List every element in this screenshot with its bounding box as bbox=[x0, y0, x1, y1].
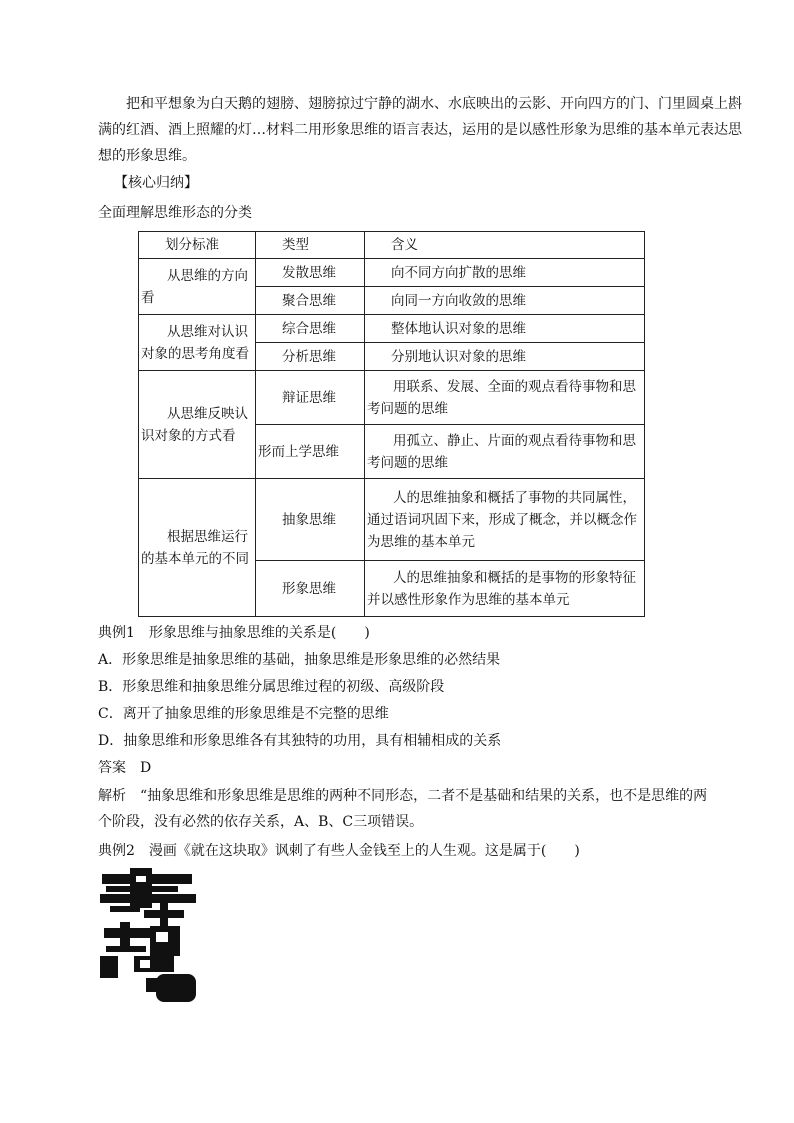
example2-question: 典例2 漫画《就在这块取》讽刺了有些人金钱至上的人生观。这是属于( ) bbox=[98, 843, 580, 859]
criterion-cell: 从思维对认识对象的思考角度看 bbox=[139, 315, 256, 371]
cartoon-image bbox=[100, 866, 200, 1006]
type-cell: 聚合思维 bbox=[256, 287, 365, 315]
criterion-cell: 从思维的方向看 bbox=[139, 259, 256, 315]
meaning-cell: 向同一方向收敛的思维 bbox=[365, 287, 645, 315]
header-criterion: 划分标准 bbox=[139, 232, 256, 259]
table-row bbox=[139, 371, 645, 425]
table-row bbox=[139, 315, 645, 343]
meaning-cell: 整体地认识对象的思维 bbox=[365, 315, 645, 343]
example1-option-a: A．形象思维是抽象思维的基础，抽象思维是形象思维的必然结果 bbox=[98, 652, 501, 668]
table-header-row bbox=[139, 232, 645, 259]
meaning-cell: 用联系、发展、全面的观点看待事物和思考问题的思维 bbox=[365, 371, 645, 425]
type-cell: 形而上学思维 bbox=[256, 425, 365, 479]
type-cell: 分析思维 bbox=[256, 343, 365, 371]
header-meaning: 含义 bbox=[365, 232, 645, 259]
type-cell: 形象思维 bbox=[256, 561, 365, 617]
header-type: 类型 bbox=[256, 232, 365, 259]
type-cell: 抽象思维 bbox=[256, 479, 365, 561]
example1-question: 典例1 形象思维与抽象思维的关系是( ) bbox=[98, 625, 370, 641]
intro-line-2: 满的红酒、酒上照耀的灯…材料二用形象思维的语言表达，运用的是以感性形象为思维的基本单元表达思 bbox=[98, 122, 742, 138]
criterion-cell: 从思维反映认识对象的方式看 bbox=[139, 371, 256, 479]
example1-option-b: B．形象思维和抽象思维分属思维过程的初级、高级阶段 bbox=[98, 679, 445, 695]
core-summary-title: 【核心归纳】 bbox=[114, 175, 198, 191]
criterion-cell: 根据思维运行的基本单元的不同 bbox=[139, 479, 256, 617]
meaning-cell: 用孤立、静止、片面的观点看待事物和思考问题的思维 bbox=[365, 425, 645, 479]
example1-answer: 答案 D bbox=[98, 760, 152, 776]
type-cell: 综合思维 bbox=[256, 315, 365, 343]
example1-analysis-line-1: 解析 “抽象思维和形象思维是思维的两种不同形态，二者不是基础和结果的关系，也不是思维的两 bbox=[98, 788, 708, 804]
table-row bbox=[139, 479, 645, 561]
example1-option-d: D．抽象思维和形象思维各有其独特的功用，具有相辅相成的关系 bbox=[98, 733, 502, 749]
example1-analysis-line-2: 个阶段，没有必然的依存关系，A、B、C三项错误。 bbox=[98, 814, 424, 830]
meaning-cell: 人的思维抽象和概括了事物的共同属性，通过语词巩固下来，形成了概念，并以概念作为思维的基本单元 bbox=[365, 479, 645, 561]
intro-line-3: 想的形象思维。 bbox=[98, 148, 196, 164]
meaning-cell: 分别地认识对象的思维 bbox=[365, 343, 645, 371]
type-cell: 辩证思维 bbox=[256, 371, 365, 425]
type-cell: 发散思维 bbox=[256, 259, 365, 287]
example1-option-c: C．离开了抽象思维的形象思维是不完整的思维 bbox=[98, 706, 389, 722]
table-row bbox=[139, 259, 645, 287]
table-caption: 全面理解思维形态的分类 bbox=[98, 205, 252, 221]
meaning-cell: 向不同方向扩散的思维 bbox=[365, 259, 645, 287]
thinking-forms-table bbox=[138, 231, 645, 617]
intro-line-1: 把和平想象为白天鹅的翅膀、翅膀掠过宁静的湖水、水底映出的云影、开向四方的门、门里圆桌上斟 bbox=[126, 96, 742, 112]
meaning-cell: 人的思维抽象和概括的是事物的形象特征并以感性形象作为思维的基本单元 bbox=[365, 561, 645, 617]
